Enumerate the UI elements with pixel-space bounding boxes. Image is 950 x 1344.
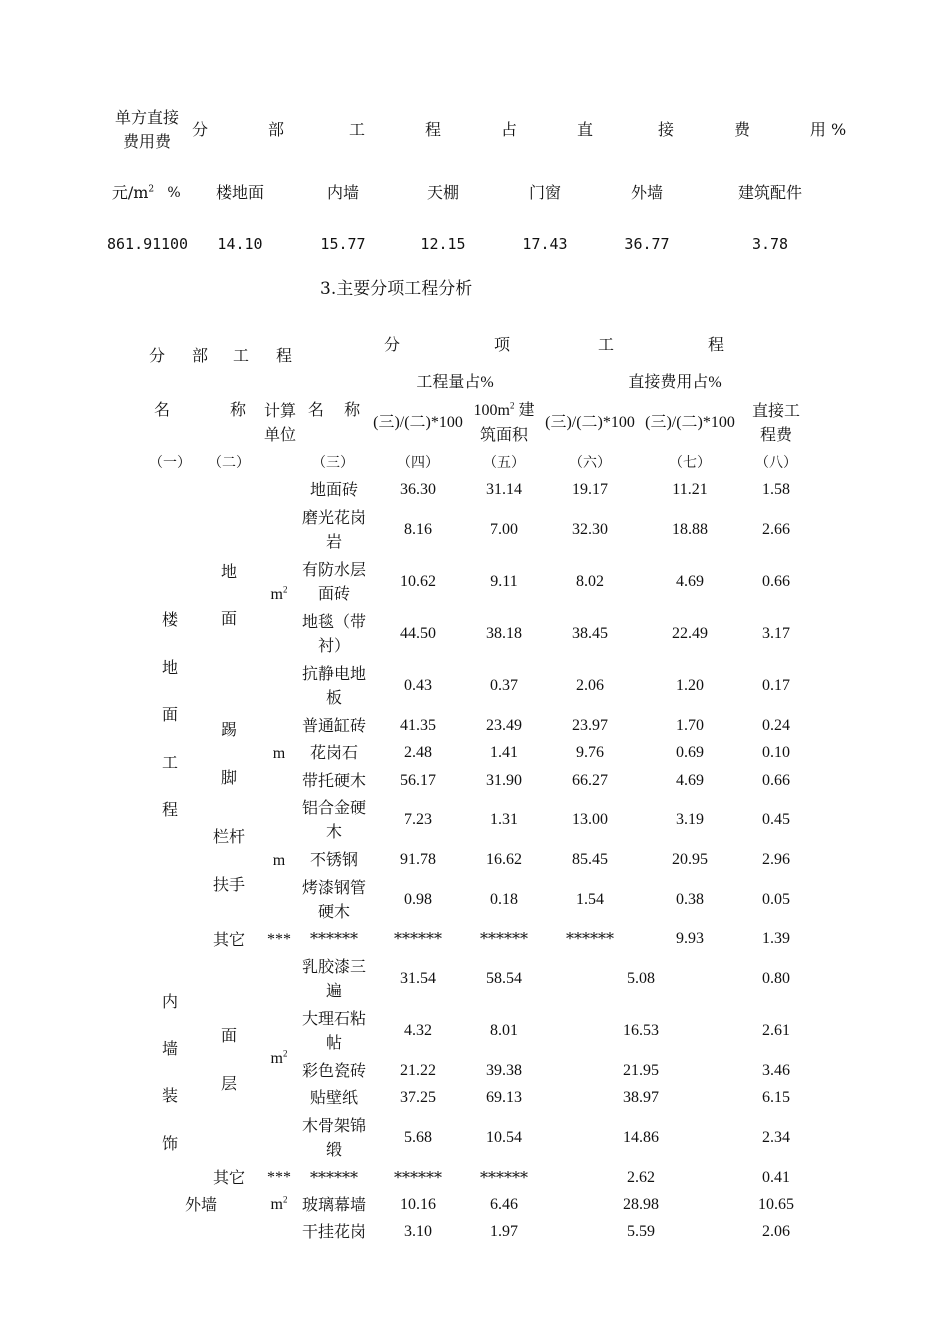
item-name: 板	[325, 688, 343, 707]
cell-c6: 2.06	[576, 677, 604, 694]
cell-c7: 0.38	[676, 891, 704, 908]
header-unit-cost-line1: 单方直接	[114, 108, 180, 127]
item-name: 磨光花岗	[301, 508, 367, 527]
cell-c67: 28.98	[623, 1196, 659, 1213]
unit-square-meter: $m^2$	[270, 1194, 288, 1213]
group-exterior-wall: 外墙	[184, 1195, 218, 1214]
cell-c6: 1.54	[576, 891, 604, 908]
item-name: 玻璃幕墙	[301, 1195, 367, 1214]
cell-c8: 6.15	[762, 1089, 790, 1106]
item-name: 衬）	[317, 636, 351, 655]
item-name: 铝合金硬	[301, 798, 367, 817]
cell-c4: ******	[394, 1168, 442, 1187]
item-name: 岩	[325, 532, 343, 551]
col-num: （五）	[483, 455, 525, 471]
cell-c7: 4.69	[676, 772, 704, 789]
share-value: 15.77	[320, 235, 366, 253]
subgroup-surface-char: 层	[220, 1074, 238, 1093]
col-num: （七）	[669, 455, 711, 471]
header-unit-line1: 计算	[263, 401, 297, 420]
col-num: （六）	[569, 455, 611, 471]
header-ratio-qty: (三)/(二)*100	[373, 414, 463, 431]
item-name: 遍	[325, 981, 343, 1000]
cell-c4: 2.48	[404, 744, 432, 761]
cell-c8: 0.80	[762, 970, 790, 987]
header-direct-line2: 程费	[759, 425, 793, 444]
subgroup-skirting-char: 脚	[220, 768, 238, 787]
cell-c5: 16.62	[486, 851, 522, 868]
item-name: 有防水层	[301, 560, 367, 579]
header-spread-char: 费	[733, 120, 751, 139]
cell-c5: 7.00	[490, 521, 518, 538]
item-name: 花岗石	[309, 743, 359, 762]
cell-c5: 1.97	[490, 1223, 518, 1240]
percent-label: %	[167, 185, 181, 201]
header-fenxiang-char: 分	[383, 335, 401, 354]
cell-c6: 9.76	[576, 744, 604, 761]
cell-c8: 2.34	[762, 1129, 790, 1146]
cell-c8: 0.24	[762, 717, 790, 734]
cell-c5: ******	[480, 929, 528, 948]
item-name: 大理石粘	[301, 1009, 367, 1028]
category-ceiling: 天棚	[426, 183, 460, 202]
subgroup-ground-char: 面	[220, 609, 238, 628]
header-fenbu-char: 部	[191, 346, 209, 365]
cell-c5: 6.46	[490, 1196, 518, 1213]
item-name: ******	[310, 1168, 358, 1187]
header-fenbu-char: 工	[232, 346, 250, 365]
item-name: 帖	[325, 1033, 343, 1052]
group-floor-char: 楼	[161, 610, 179, 629]
cell-c5: 0.18	[490, 891, 518, 908]
section-title: 3.主要分项工程分析	[320, 279, 473, 299]
cell-c8: 2.06	[762, 1223, 790, 1240]
header-per100-line2: 筑面积	[479, 425, 529, 444]
subgroup-skirting-char: 踢	[220, 720, 238, 739]
unit-none: ***	[267, 1169, 291, 1186]
header-cheng: 称	[229, 400, 247, 419]
col-num: （四）	[397, 455, 439, 471]
cell-c8: 3.17	[762, 625, 790, 642]
cell-c4: ******	[394, 929, 442, 948]
header-item-name: 名 称	[307, 400, 361, 419]
cell-c8: 1.58	[762, 481, 790, 498]
col-num: （八）	[755, 455, 797, 471]
share-value: 3.78	[751, 235, 789, 253]
cell-c7: 1.20	[676, 677, 704, 694]
cell-c7: 22.49	[672, 625, 708, 642]
group-wall-char: 饰	[161, 1134, 179, 1153]
header-spread-char: 接	[657, 120, 675, 139]
category-interior-wall: 内墙	[326, 183, 360, 202]
cell-c4: 7.23	[404, 811, 432, 828]
share-value: 17.43	[522, 235, 568, 253]
cell-c5: 31.14	[486, 481, 522, 498]
group-floor-char: 地	[161, 658, 179, 677]
header-fenxiang-char: 工	[597, 335, 615, 354]
cell-c6: 23.97	[572, 717, 608, 734]
group-floor-char: 工	[161, 753, 179, 772]
subgroup-other: 其它	[212, 930, 246, 949]
cell-c8: 0.41	[762, 1169, 790, 1186]
cell-c67: 5.08	[627, 970, 655, 987]
item-name: 贴壁纸	[309, 1088, 359, 1107]
item-name: 硬木	[317, 902, 351, 921]
cell-c5: 69.13	[486, 1089, 522, 1106]
cell-c4: 36.30	[400, 481, 436, 498]
unit-none: ***	[267, 931, 291, 948]
cell-c8: 10.65	[758, 1196, 794, 1213]
cell-c67: 21.95	[623, 1062, 659, 1079]
cell-c6: 13.00	[572, 811, 608, 828]
cell-c67: 38.97	[623, 1089, 659, 1106]
item-name: 缎	[325, 1140, 343, 1159]
cell-c7: 11.21	[672, 481, 708, 498]
cell-c4: 21.22	[400, 1062, 436, 1079]
header-per100-line1: $100m^2$ 建	[473, 400, 535, 419]
group-floor-char: 程	[161, 800, 179, 819]
cell-c67: 14.86	[623, 1129, 659, 1146]
cell-c7: 4.69	[676, 573, 704, 590]
category-fittings: 建筑配件	[737, 183, 803, 202]
total-value: 100	[161, 235, 189, 253]
header-unit-cost-line2: 费用费	[122, 132, 172, 151]
item-name: 普通缸砖	[301, 716, 367, 735]
cell-c5: ******	[480, 1168, 528, 1187]
cell-c8: 0.05	[762, 891, 790, 908]
header-fenxiang-char: 项	[493, 335, 511, 354]
group-wall-char: 墙	[161, 1039, 179, 1058]
cell-c4: 10.62	[400, 573, 436, 590]
cell-c4: 31.54	[400, 970, 436, 987]
header-fenbu-char: 程	[275, 346, 293, 365]
cell-c4: 4.32	[404, 1022, 432, 1039]
item-name: 不锈钢	[309, 850, 359, 869]
cell-c8: 1.39	[762, 930, 790, 947]
cell-c5: 39.38	[486, 1062, 522, 1079]
cell-c7: 1.70	[676, 717, 704, 734]
cell-c6: 66.27	[572, 772, 608, 789]
item-name: 木骨架锦	[301, 1116, 367, 1135]
item-name: 地面砖	[309, 480, 359, 499]
header-ming: 名	[153, 400, 171, 419]
unit-label: 元$/m^2$	[111, 183, 155, 202]
cell-c7: 9.93	[676, 930, 704, 947]
cell-c7: 3.19	[676, 811, 704, 828]
group-wall-char: 装	[161, 1086, 179, 1105]
share-value: 12.15	[420, 235, 466, 253]
cell-c8: 0.17	[762, 677, 790, 694]
cell-c7: 20.95	[672, 851, 708, 868]
cell-c4: 37.25	[400, 1089, 436, 1106]
cell-c4: 44.50	[400, 625, 436, 642]
header-spread-char: 占	[500, 120, 518, 139]
cell-c6: ******	[566, 929, 614, 948]
cell-c8: 2.61	[762, 1022, 790, 1039]
subgroup-railing-line1: 栏杆	[212, 827, 246, 846]
cell-c6: 32.30	[572, 521, 608, 538]
category-exterior-wall: 外墙	[630, 183, 664, 202]
cell-c8: 2.66	[762, 521, 790, 538]
header-ratio-cost-b: (三)/(二)*100	[645, 414, 735, 431]
cell-c4: 8.16	[404, 521, 432, 538]
cell-c5: 23.49	[486, 717, 522, 734]
header-direct-line1: 直接工	[751, 401, 801, 420]
item-name: 地毯（带	[301, 612, 367, 631]
col-num: （三）	[312, 455, 354, 471]
cell-c5: 9.11	[490, 573, 518, 590]
cell-c8: 0.10	[762, 744, 790, 761]
header-quantity-percent: 工程量占%	[416, 374, 494, 391]
header-spread-char: 工	[348, 120, 366, 139]
group-floor-char: 面	[161, 705, 179, 724]
cell-c5: 0.37	[490, 677, 518, 694]
cell-c67: 16.53	[623, 1022, 659, 1039]
cell-c5: 10.54	[486, 1129, 522, 1146]
item-name: 干挂花岗	[301, 1222, 367, 1241]
cell-c4: 0.43	[404, 677, 432, 694]
cell-c4: 10.16	[400, 1196, 436, 1213]
header-unit-line2: 单位	[263, 425, 297, 444]
group-wall-char: 内	[161, 992, 179, 1011]
cell-c67: 5.59	[627, 1223, 655, 1240]
unit-meter: m	[272, 745, 286, 762]
subgroup-other: 其它	[212, 1168, 246, 1187]
header-spread-char: 部	[267, 120, 285, 139]
header-spread-char: 程	[424, 120, 442, 139]
unit-cost-value: 861.91	[107, 235, 162, 253]
cell-c7: 0.69	[676, 744, 704, 761]
item-name: 抗静电地	[301, 664, 367, 683]
cell-c4: 3.10	[404, 1223, 432, 1240]
cell-c8: 0.66	[762, 772, 790, 789]
cell-c4: 56.17	[400, 772, 436, 789]
cell-c4: 5.68	[404, 1129, 432, 1146]
item-name: 彩色瓷砖	[301, 1061, 367, 1080]
share-value: 36.77	[624, 235, 670, 253]
header-ratio-cost-a: (三)/(二)*100	[545, 414, 635, 431]
unit-square-meter: $m^2$	[270, 584, 288, 603]
col-num: （二）	[208, 455, 250, 471]
share-value: 14.10	[217, 235, 263, 253]
header-cost-percent: 直接费用占%	[628, 374, 722, 391]
cell-c8: 0.66	[762, 573, 790, 590]
subgroup-surface-char: 面	[220, 1026, 238, 1045]
col-num: （一）	[149, 455, 191, 471]
header-spread-char: 分	[191, 120, 209, 139]
item-name: 带托硬木	[301, 771, 367, 790]
item-name: ******	[310, 929, 358, 948]
cell-c8: 2.96	[762, 851, 790, 868]
header-spread-char: 直	[576, 120, 594, 139]
category-floor: 楼地面	[215, 183, 265, 202]
unit-meter: m	[272, 852, 286, 869]
header-fenbu-char: 分	[148, 346, 166, 365]
cell-c5: 1.41	[490, 744, 518, 761]
item-name: 烤漆钢管	[301, 878, 367, 897]
header-spread-char: 用 %	[809, 120, 847, 139]
cell-c5: 31.90	[486, 772, 522, 789]
cell-c4: 91.78	[400, 851, 436, 868]
item-name: 木	[325, 822, 343, 841]
item-name: 面砖	[317, 584, 351, 603]
cell-c7: 18.88	[672, 521, 708, 538]
cell-c5: 38.18	[486, 625, 522, 642]
subgroup-railing-line2: 扶手	[212, 875, 246, 894]
header-fenxiang-char: 程	[707, 335, 725, 354]
cell-c6: 85.45	[572, 851, 608, 868]
cell-c4: 0.98	[404, 891, 432, 908]
cell-c5: 8.01	[490, 1022, 518, 1039]
cell-c6: 38.45	[572, 625, 608, 642]
cell-c6: 8.02	[576, 573, 604, 590]
cell-c5: 1.31	[490, 811, 518, 828]
cell-c8: 0.45	[762, 811, 790, 828]
category-doors-windows: 门窗	[528, 183, 562, 202]
item-name: 乳胶漆三	[301, 957, 367, 976]
subgroup-ground-char: 地	[220, 562, 238, 581]
cell-c6: 19.17	[572, 481, 608, 498]
cell-c4: 41.35	[400, 717, 436, 734]
cell-c8: 3.46	[762, 1062, 790, 1079]
unit-square-meter: $m^2$	[270, 1048, 288, 1067]
cell-c67: 2.62	[627, 1169, 655, 1186]
cell-c5: 58.54	[486, 970, 522, 987]
